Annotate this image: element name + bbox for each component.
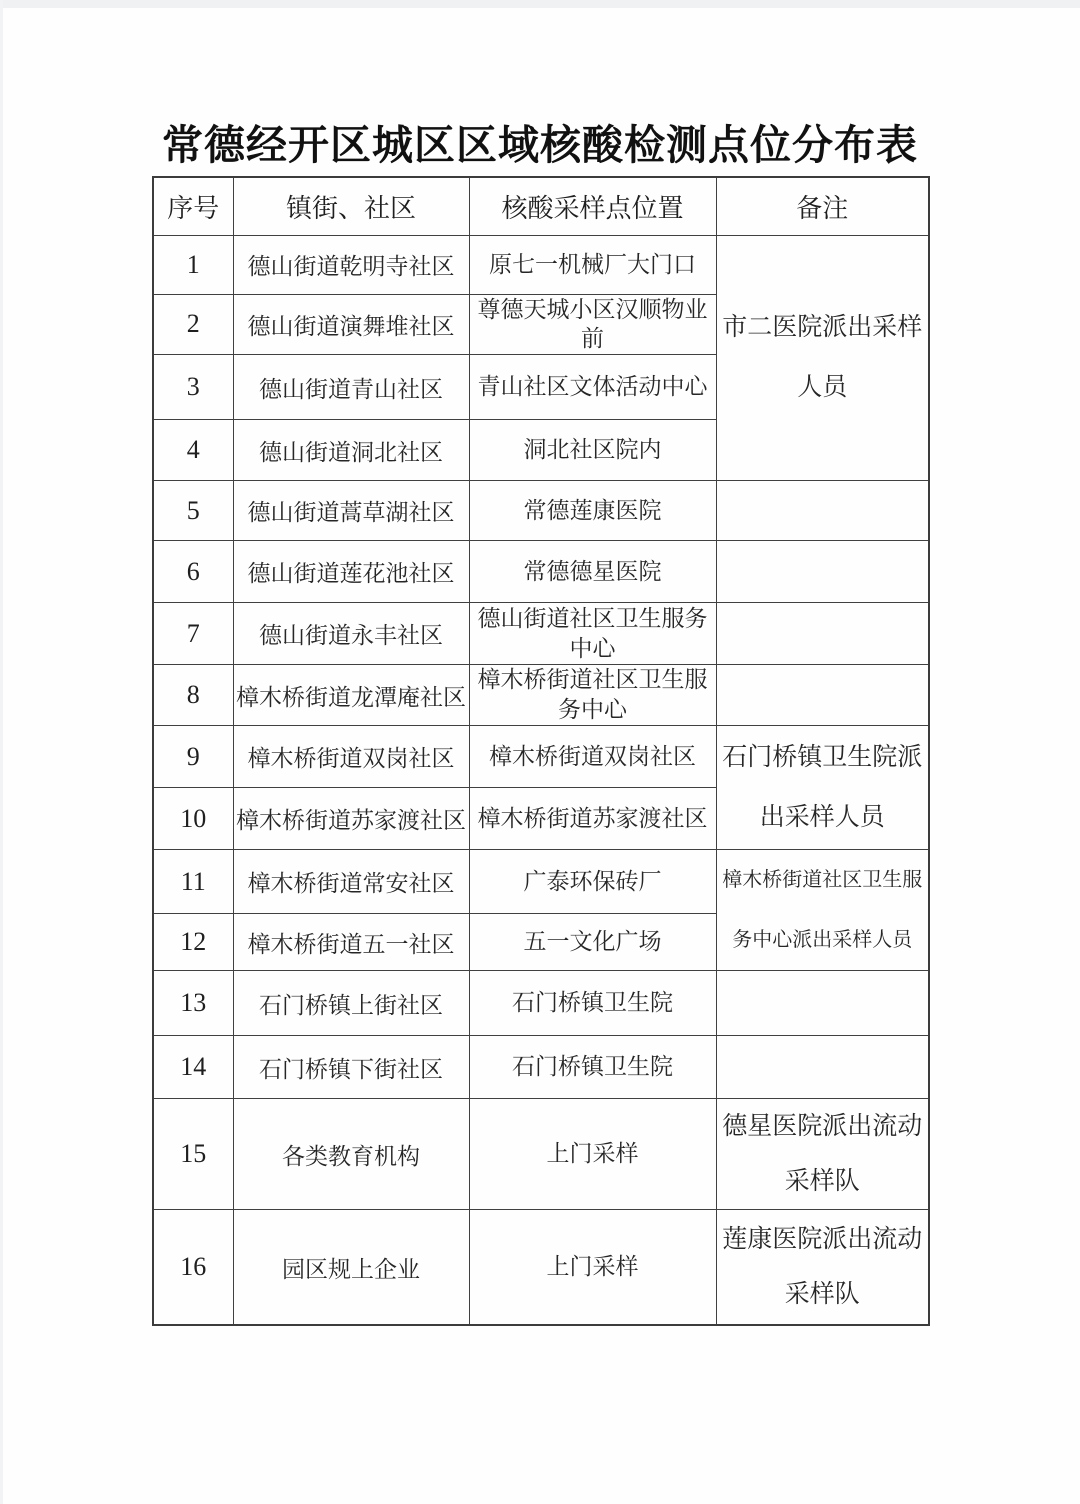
row-number-cell: 8 [153,665,233,726]
column-header-community: 镇街、社区 [233,177,469,235]
location-cell: 樟木桥街道社区卫生服务中心 [469,665,716,726]
table-row [153,481,929,541]
column-header-no: 序号 [153,177,233,235]
row-number-cell: 16 [153,1210,233,1325]
location-cell: 樟木桥街道苏家渡社区 [469,788,716,850]
community-cell: 樟木桥街道苏家渡社区 [233,788,469,850]
row-number-cell: 4 [153,420,233,481]
row-number-cell: 15 [153,1099,233,1210]
location-cell: 石门桥镇卫生院 [469,1036,716,1099]
remark-cell-empty [716,603,929,665]
remark-cell: 德星医院派出流动采样队 [716,1099,929,1210]
table-row [153,1210,929,1325]
location-cell: 五一文化广场 [469,913,716,970]
table-row [153,235,929,294]
location-cell: 青山社区文体活动中心 [469,355,716,420]
row-number-cell: 11 [153,850,233,914]
table-row [153,665,929,726]
location-cell: 常德德星医院 [469,541,716,603]
location-cell: 原七一机械厂大门口 [469,235,716,294]
row-number-cell: 9 [153,726,233,788]
row-number-cell: 7 [153,603,233,665]
table-row [153,1099,929,1210]
location-cell: 广泰环保砖厂 [469,850,716,914]
community-cell: 德山街道莲花池社区 [233,541,469,603]
row-number-cell: 14 [153,1036,233,1099]
row-number-cell: 3 [153,355,233,420]
testing-points-table [152,176,930,1326]
row-number-cell: 6 [153,541,233,603]
page-top-edge [0,0,1080,8]
remark-cell: 石门桥镇卫生院派出采样人员 [716,726,929,850]
location-cell: 樟木桥街道双岗社区 [469,726,716,788]
table-row [153,1036,929,1099]
table-row [153,541,929,603]
location-cell: 尊德天城小区汉顺物业前 [469,294,716,355]
remark-cell-empty [716,1036,929,1099]
remark-cell: 莲康医院派出流动采样队 [716,1210,929,1325]
table-row [153,971,929,1036]
row-number-cell: 2 [153,294,233,355]
community-cell: 德山街道洞北社区 [233,420,469,481]
location-cell: 石门桥镇卫生院 [469,971,716,1036]
community-cell: 德山街道永丰社区 [233,603,469,665]
remark-cell: 樟木桥街道社区卫生服务中心派出采样人员 [716,850,929,971]
remark-cell-empty [716,481,929,541]
remark-cell-empty [716,665,929,726]
community-cell: 石门桥镇上街社区 [233,971,469,1036]
row-number-cell: 12 [153,913,233,970]
row-number-cell: 10 [153,788,233,850]
community-cell: 樟木桥街道双岗社区 [233,726,469,788]
location-cell: 常德莲康医院 [469,481,716,541]
community-cell: 樟木桥街道龙潭庵社区 [233,665,469,726]
community-cell: 园区规上企业 [233,1210,469,1325]
location-cell: 上门采样 [469,1099,716,1210]
table-row [153,603,929,665]
row-number-cell: 13 [153,971,233,1036]
page-left-edge [0,0,3,1504]
column-header-location: 核酸采样点位置 [469,177,716,235]
row-number-cell: 5 [153,481,233,541]
remark-cell-empty [716,541,929,603]
community-cell: 石门桥镇下街社区 [233,1036,469,1099]
community-cell: 德山街道乾明寺社区 [233,235,469,294]
table-row [153,850,929,914]
row-number-cell: 1 [153,235,233,294]
location-cell: 德山街道社区卫生服务中心 [469,603,716,665]
column-header-remark: 备注 [716,177,929,235]
location-cell: 上门采样 [469,1210,716,1325]
community-cell: 樟木桥街道常安社区 [233,850,469,914]
remark-cell: 市二医院派出采样人员 [716,235,929,481]
table-row [153,726,929,788]
location-cell: 洞北社区院内 [469,420,716,481]
remark-cell-empty [716,971,929,1036]
community-cell: 樟木桥街道五一社区 [233,913,469,970]
community-cell: 各类教育机构 [233,1099,469,1210]
header-row [153,177,929,235]
community-cell: 德山街道蒿草湖社区 [233,481,469,541]
community-cell: 德山街道演舞堆社区 [233,294,469,355]
community-cell: 德山街道青山社区 [233,355,469,420]
document-title: 常德经开区城区区域核酸检测点位分布表 [162,122,918,168]
